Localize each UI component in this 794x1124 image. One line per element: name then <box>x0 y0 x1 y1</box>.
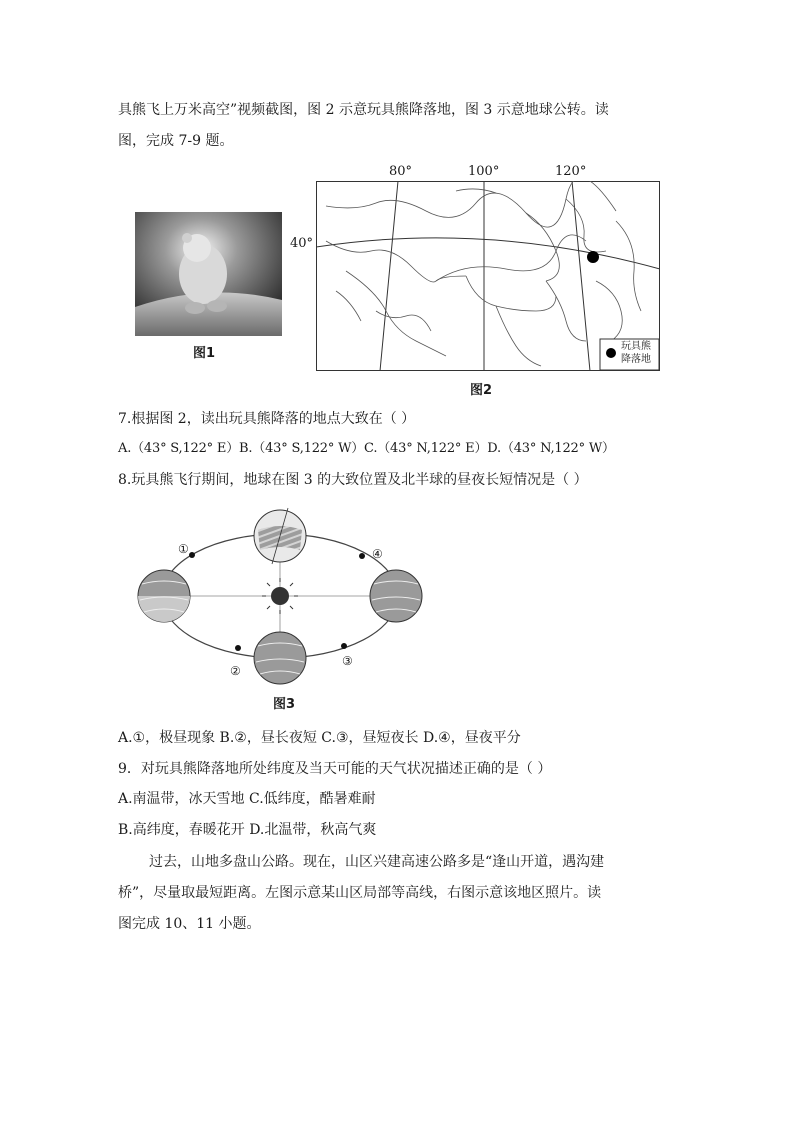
figure-2-map <box>316 181 660 371</box>
earth-bottom <box>254 632 306 684</box>
legend-marker-icon <box>606 348 616 358</box>
question-9-options-1: A.南温带，冰天雪地 C.低纬度，酷暑难耐 <box>118 791 376 807</box>
position-label-4: ④ <box>372 547 383 561</box>
legend-text-2: 降落地 <box>621 354 651 365</box>
position-label-2: ② <box>230 664 241 678</box>
passage-2-line-1: 过去，山地多盘山公路。现在，山区兴建高速公路多是“逢山开道，遇沟建 <box>149 854 605 870</box>
passage-2-line-3: 图完成 10、11 小题。 <box>118 916 261 932</box>
figure-2-caption: 图2 <box>470 383 493 398</box>
position-dot-1 <box>189 552 195 558</box>
lon-label-100: 100° <box>468 164 500 179</box>
legend-text-1: 玩具熊 <box>621 341 651 352</box>
toy-bear-photo <box>135 212 282 336</box>
landing-point-marker <box>587 251 599 263</box>
lon-label-80: 80° <box>389 164 413 179</box>
question-7-stem: 7.根据图 2，读出玩具熊降落的地点大致在（ ） <box>118 411 416 427</box>
figure-1-caption: 图1 <box>193 346 216 361</box>
passage-2-line-2: 桥”，尽量取最短距离。左图示意某山区局部等高线，右图示意该地区照片。读 <box>118 885 602 901</box>
intro-line-1: 具熊飞上万米高空”视频截图，图 2 示意玩具熊降落地，图 3 示意地球公转。读 <box>118 102 609 118</box>
intro-line-2: 图，完成 7-9 题。 <box>118 133 234 149</box>
figure-3-caption: 图3 <box>273 697 296 712</box>
lat-label-40: 40° <box>290 236 314 251</box>
lon-label-120: 120° <box>555 164 587 179</box>
position-label-1: ① <box>178 542 189 556</box>
position-dot-3 <box>341 643 347 649</box>
question-9-options-2: B.高纬度，春暖花开 D.北温带，秋高气爽 <box>118 822 377 838</box>
position-dot-4 <box>359 553 365 559</box>
question-8-stem: 8.玩具熊飞行期间，地球在图 3 的大致位置及北半球的昼夜长短情况是（ ） <box>118 472 588 488</box>
sun-icon <box>271 587 289 605</box>
question-9-stem: 9．对玩具熊降落地所处纬度及当天可能的天气状况描述正确的是（ ） <box>118 761 552 777</box>
figure-1 <box>135 212 282 336</box>
question-8-options: A.①，极昼现象 B.②，昼长夜短 C.③，昼短夜长 D.④，昼夜平分 <box>118 730 521 746</box>
question-7-options: A.（43° S,122° E）B.（43° S,122° W）C.（43° N,122° E）D.（43° N,122° W） <box>118 441 615 456</box>
position-dot-2 <box>235 645 241 651</box>
earth-right <box>370 570 422 622</box>
position-label-3: ③ <box>342 654 353 668</box>
figure-3-orbit <box>130 500 430 710</box>
